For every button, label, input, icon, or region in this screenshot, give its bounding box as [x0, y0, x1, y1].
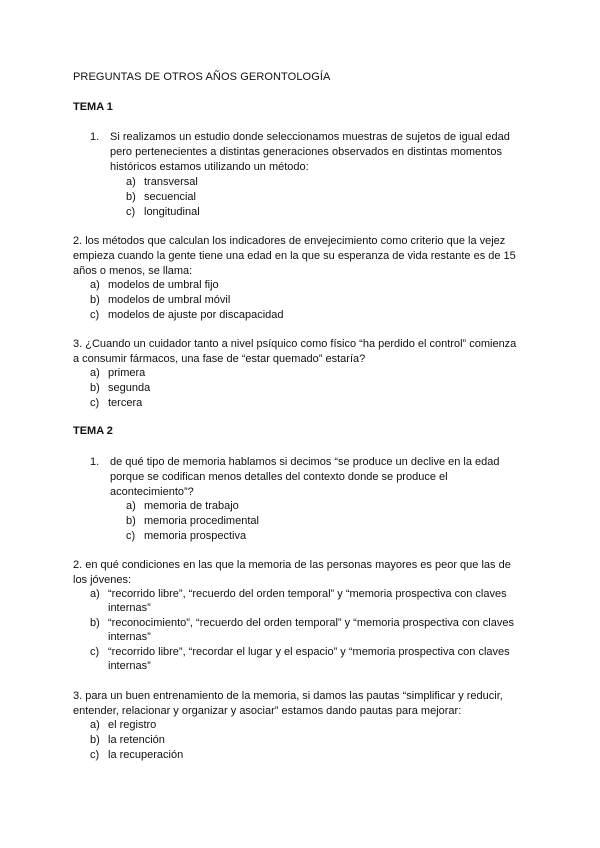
question-line: históricos estamos utilizando un método:	[110, 161, 309, 173]
option-a: a) transversal	[126, 176, 198, 188]
option-b: b) segunda	[90, 382, 151, 394]
option-c: c) “recorrido libre”, “recordar el lugar y el espacio” y “memoria prospectiva con claves	[90, 646, 510, 658]
tema1-question-3	[73, 337, 533, 367]
option-a-continuation: internas”	[108, 602, 151, 614]
option-b: b) la retención	[90, 734, 165, 746]
question-line: 2. los métodos que calculan los indicadores de envejecimiento como criterio que la vejez	[73, 235, 506, 247]
option-a: a) “recorrido libre”, “recuerdo del orden temporal” y “memoria prospectiva con claves	[90, 588, 507, 600]
option-b: b) “reconocimiento”, “recuerdo del orden temporal” y “memoria prospectiva con claves	[90, 617, 514, 629]
option-b: b) modelos de umbral móvil	[90, 294, 231, 306]
tema1-heading: TEMA 1	[73, 101, 113, 113]
tema2-question-1	[90, 455, 530, 500]
document-title: PREGUNTAS DE OTROS AÑOS GERONTOLOGÍA	[73, 71, 331, 83]
question-line: años o menos, se llama:	[73, 265, 193, 277]
option-b: b) memoria procedimental	[126, 515, 259, 527]
option-a: a) primera	[90, 367, 146, 379]
option-c: c) memoria prospectiva	[126, 530, 247, 542]
question-line: pero pertenecientes a distintas generaciones observados en distintas momentos	[110, 146, 502, 158]
question-number: 1.	[90, 456, 100, 468]
option-a: a) memoria de trabajo	[126, 500, 239, 512]
question-line: de qué tipo de memoria hablamos si decimos “se produce un declive en la edad	[110, 456, 500, 468]
option-b-continuation: internas”	[108, 631, 151, 643]
question-line: 3. ¿Cuando un cuidador tanto a nivel psíquico como físico “ha perdido el control” comienza	[73, 338, 517, 350]
question-line: los jóvenes:	[73, 574, 132, 586]
option-c-continuation: internas”	[108, 660, 151, 672]
question-line: a consumir fármacos, una fase de “estar quemado” estaría?	[73, 353, 366, 365]
option-a: a) modelos de umbral fijo	[90, 279, 219, 291]
option-a: a) el registro	[90, 719, 157, 731]
option-c: c) la recuperación	[90, 749, 184, 761]
option-c: c) longitudinal	[126, 206, 200, 218]
question-number: 1.	[90, 131, 100, 143]
tema2-heading: TEMA 2	[73, 425, 113, 437]
option-b: b) secuencial	[126, 191, 196, 203]
option-c: c) modelos de ajuste por discapacidad	[90, 309, 284, 321]
tema2-question-3	[73, 689, 533, 719]
option-c: c) tercera	[90, 397, 143, 409]
tema1-question-1	[90, 130, 530, 175]
question-line: porque se codifican menos detalles del contexto donde se produce el	[110, 471, 448, 483]
tema2-question-2	[73, 558, 533, 588]
tema1-question-2	[73, 234, 533, 279]
question-line: 3. para un buen entrenamiento de la memoria, si damos las pautas “simplificar y reducir,	[73, 690, 503, 702]
question-line: empieza cuando la gente tiene una edad en la que su esperanza de vida restante es de 15	[73, 250, 516, 262]
question-line: 2. en qué condiciones en las que la memoria de las personas mayores es peor que las de	[73, 559, 511, 571]
question-line: acontecimiento”?	[110, 486, 194, 498]
question-line: entender, relacionar y organizar y asociar” estamos dando pautas para mejorar:	[73, 705, 462, 717]
question-line: Si realizamos un estudio donde seleccionamos muestras de sujetos de igual edad	[110, 131, 510, 143]
